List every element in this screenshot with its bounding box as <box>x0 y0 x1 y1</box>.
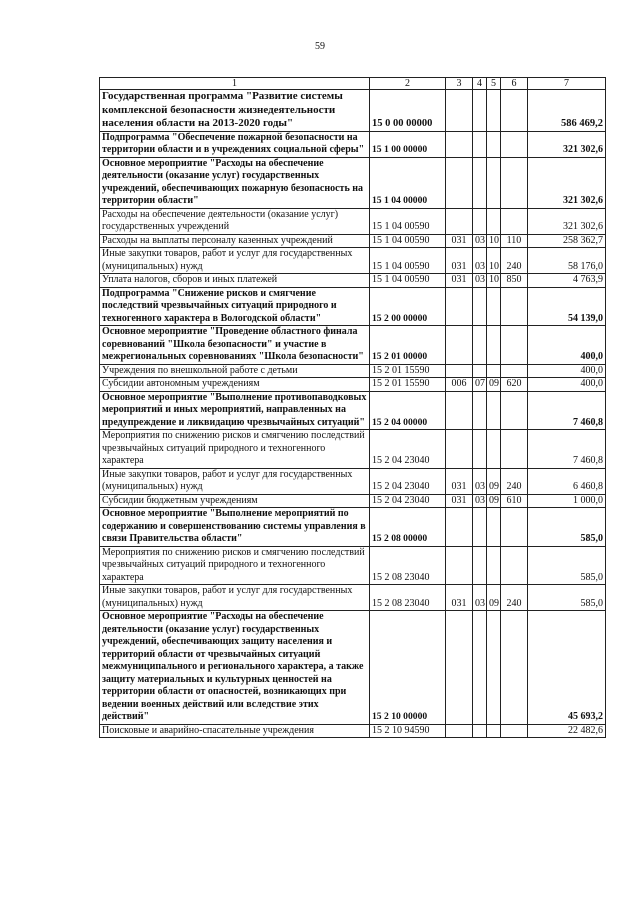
row-section <box>473 287 487 326</box>
row-code: 15 2 10 00000 <box>370 611 446 725</box>
row-ministry <box>446 508 473 547</box>
header-row <box>100 78 606 90</box>
row-expense-type <box>501 326 528 365</box>
table-row <box>100 611 606 725</box>
row-ministry <box>446 724 473 738</box>
row-code: 15 2 04 23040 <box>370 468 446 494</box>
row-name: Мероприятия по снижению рисков и смягчению последствий чрезвычайных ситуаций природного и техногенного характера <box>100 546 370 585</box>
row-section: 07 <box>473 378 487 392</box>
row-amount: 6 460,8 <box>528 468 606 494</box>
row-expense-type: 110 <box>501 234 528 248</box>
row-ministry: 031 <box>446 494 473 508</box>
table-row <box>100 546 606 585</box>
row-name: Иные закупки товаров, работ и услуг для государственных (муниципальных) нужд <box>100 585 370 611</box>
row-expense-type <box>501 508 528 547</box>
row-ministry <box>446 326 473 365</box>
row-code: 15 2 01 00000 <box>370 326 446 365</box>
row-amount: 22 482,6 <box>528 724 606 738</box>
row-expense-type: 620 <box>501 378 528 392</box>
row-subsection: 09 <box>487 378 501 392</box>
row-section: 03 <box>473 494 487 508</box>
row-name: Расходы на обеспечение деятельности (оказание услуг) государственных учреждений <box>100 208 370 234</box>
row-name: Поисковые и аварийно-спасательные учреждения <box>100 724 370 738</box>
row-subsection <box>487 157 501 208</box>
header-cell-name: 1 <box>100 78 370 90</box>
row-code: 15 2 01 15590 <box>370 364 446 378</box>
table-row <box>100 287 606 326</box>
row-subsection <box>487 326 501 365</box>
row-subsection <box>487 508 501 547</box>
row-expense-type: 610 <box>501 494 528 508</box>
table-row <box>100 585 606 611</box>
table-row <box>100 274 606 288</box>
header-cell-section: 4 <box>473 78 487 90</box>
row-code: 15 2 10 94590 <box>370 724 446 738</box>
row-section <box>473 611 487 725</box>
row-expense-type <box>501 90 528 132</box>
row-name: Субсидии автономным учреждениям <box>100 378 370 392</box>
row-ministry <box>446 391 473 430</box>
row-name: Основное мероприятие "Расходы на обеспечение деятельности (оказание услуг) государственных учреждений, обеспечивающих защиту населения и территорий области от чрезвычайных ситуаций межмуниципального и регионального характера, а также защиту материальных и культурных ценностей на территории области от опасностей, возникающих при ведении военных действий или вследствие этих действий" <box>100 611 370 725</box>
row-expense-type <box>501 611 528 725</box>
row-expense-type <box>501 208 528 234</box>
row-ministry: 031 <box>446 274 473 288</box>
row-amount: 7 460,8 <box>528 430 606 469</box>
row-amount: 400,0 <box>528 378 606 392</box>
row-ministry: 031 <box>446 248 473 274</box>
row-name: Подпрограмма "Обеспечение пожарной безопасности на территории области и в учреждениях социальной сферы" <box>100 131 370 157</box>
table-row <box>100 326 606 365</box>
row-section: 03 <box>473 468 487 494</box>
row-section <box>473 90 487 132</box>
row-code: 15 1 04 00000 <box>370 157 446 208</box>
row-ministry: 031 <box>446 234 473 248</box>
row-section <box>473 131 487 157</box>
row-name: Подпрограмма "Снижение рисков и смягчение последствий чрезвычайных ситуаций природного и техногенного характера в Вологодской области" <box>100 287 370 326</box>
row-name: Мероприятия по снижению рисков и смягчению последствий чрезвычайных ситуаций природного и техногенного характера <box>100 430 370 469</box>
row-ministry <box>446 364 473 378</box>
row-subsection <box>487 131 501 157</box>
row-ministry <box>446 131 473 157</box>
row-code: 15 2 00 00000 <box>370 287 446 326</box>
row-name: Основное мероприятие "Выполнение мероприятий по содержанию и совершенствованию системы управления в связи Правительства области" <box>100 508 370 547</box>
row-amount: 400,0 <box>528 326 606 365</box>
row-code: 15 1 00 00000 <box>370 131 446 157</box>
row-subsection: 09 <box>487 585 501 611</box>
row-section <box>473 208 487 234</box>
row-subsection <box>487 546 501 585</box>
table-row <box>100 378 606 392</box>
row-code: 15 2 04 23040 <box>370 430 446 469</box>
table-row <box>100 90 606 132</box>
row-subsection <box>487 287 501 326</box>
row-ministry <box>446 546 473 585</box>
row-amount: 54 139,0 <box>528 287 606 326</box>
table-row <box>100 494 606 508</box>
row-section: 03 <box>473 234 487 248</box>
row-expense-type <box>501 546 528 585</box>
row-ministry: 031 <box>446 468 473 494</box>
row-code: 15 1 04 00590 <box>370 248 446 274</box>
row-expense-type <box>501 131 528 157</box>
table-row <box>100 248 606 274</box>
row-expense-type <box>501 157 528 208</box>
row-section: 03 <box>473 248 487 274</box>
row-section: 03 <box>473 585 487 611</box>
row-amount: 321 302,6 <box>528 208 606 234</box>
row-section <box>473 724 487 738</box>
row-subsection <box>487 208 501 234</box>
row-section <box>473 508 487 547</box>
page-number: 59 <box>315 41 325 52</box>
row-code: 15 1 04 00590 <box>370 274 446 288</box>
row-amount: 7 460,8 <box>528 391 606 430</box>
row-name: Иные закупки товаров, работ и услуг для государственных (муниципальных) нужд <box>100 248 370 274</box>
row-section <box>473 546 487 585</box>
row-name: Государственная программа "Развитие системы комплексной безопасности жизнедеятельности населения области на 2013-2020 годы" <box>100 90 370 132</box>
row-amount: 321 302,6 <box>528 157 606 208</box>
row-expense-type: 240 <box>501 585 528 611</box>
row-name: Расходы на выплаты персоналу казенных учреждений <box>100 234 370 248</box>
row-ministry <box>446 430 473 469</box>
row-amount: 45 693,2 <box>528 611 606 725</box>
header-cell-ministry: 3 <box>446 78 473 90</box>
row-amount: 585,0 <box>528 508 606 547</box>
row-subsection <box>487 724 501 738</box>
row-section <box>473 430 487 469</box>
row-name: Основное мероприятие "Расходы на обеспечение деятельности (оказание услуг) государственных учреждений, обеспечивающих пожарную безопасность на территории области" <box>100 157 370 208</box>
row-code: 15 2 08 23040 <box>370 585 446 611</box>
row-section: 03 <box>473 274 487 288</box>
row-expense-type: 240 <box>501 468 528 494</box>
row-name: Иные закупки товаров, работ и услуг для государственных (муниципальных) нужд <box>100 468 370 494</box>
row-code: 15 1 04 00590 <box>370 208 446 234</box>
row-amount: 400,0 <box>528 364 606 378</box>
row-subsection <box>487 391 501 430</box>
table-row <box>100 391 606 430</box>
row-name: Основное мероприятие "Проведение областного финала соревнований "Школа безопасности" и участие в межрегиональных соревнованиях "Школа безопасности" <box>100 326 370 365</box>
table-row <box>100 157 606 208</box>
row-expense-type: 240 <box>501 248 528 274</box>
row-expense-type <box>501 430 528 469</box>
row-ministry <box>446 208 473 234</box>
row-subsection <box>487 430 501 469</box>
table-row <box>100 208 606 234</box>
table-row <box>100 234 606 248</box>
header-cell-subsection: 5 <box>487 78 501 90</box>
row-section <box>473 391 487 430</box>
row-ministry: 031 <box>446 585 473 611</box>
row-amount: 585,0 <box>528 546 606 585</box>
row-name: Уплата налогов, сборов и иных платежей <box>100 274 370 288</box>
row-amount: 4 763,9 <box>528 274 606 288</box>
row-code: 15 1 04 00590 <box>370 234 446 248</box>
row-name: Учреждения по внешкольной работе с детьми <box>100 364 370 378</box>
row-subsection: 09 <box>487 468 501 494</box>
row-expense-type: 850 <box>501 274 528 288</box>
table-row <box>100 430 606 469</box>
row-section <box>473 157 487 208</box>
row-code: 15 0 00 00000 <box>370 90 446 132</box>
table-row <box>100 131 606 157</box>
row-expense-type <box>501 364 528 378</box>
row-name: Субсидии бюджетным учреждениям <box>100 494 370 508</box>
row-ministry <box>446 90 473 132</box>
row-expense-type <box>501 391 528 430</box>
row-name: Основное мероприятие "Выполнение противопаводковых мероприятий и иных мероприятий, направленных на предупреждение и ликвидацию чрезвычайных ситуаций" <box>100 391 370 430</box>
row-code: 15 2 08 00000 <box>370 508 446 547</box>
row-subsection: 10 <box>487 274 501 288</box>
table-row <box>100 364 606 378</box>
row-amount: 586 469,2 <box>528 90 606 132</box>
row-expense-type <box>501 287 528 326</box>
row-code: 15 2 04 00000 <box>370 391 446 430</box>
table-row <box>100 468 606 494</box>
row-subsection <box>487 611 501 725</box>
budget-table <box>99 77 606 738</box>
row-amount: 585,0 <box>528 585 606 611</box>
row-ministry: 006 <box>446 378 473 392</box>
row-subsection <box>487 90 501 132</box>
row-amount: 321 302,6 <box>528 131 606 157</box>
row-code: 15 2 01 15590 <box>370 378 446 392</box>
row-subsection: 09 <box>487 494 501 508</box>
row-section <box>473 364 487 378</box>
table-row <box>100 508 606 547</box>
row-amount: 258 362,7 <box>528 234 606 248</box>
row-code: 15 2 08 23040 <box>370 546 446 585</box>
header-cell-amount: 7 <box>528 78 606 90</box>
row-subsection: 10 <box>487 234 501 248</box>
row-ministry <box>446 287 473 326</box>
row-ministry <box>446 611 473 725</box>
row-expense-type <box>501 724 528 738</box>
row-code: 15 2 04 23040 <box>370 494 446 508</box>
row-subsection: 10 <box>487 248 501 274</box>
table-row <box>100 724 606 738</box>
header-cell-expense-type: 6 <box>501 78 528 90</box>
row-ministry <box>446 157 473 208</box>
row-subsection <box>487 364 501 378</box>
row-section <box>473 326 487 365</box>
row-amount: 1 000,0 <box>528 494 606 508</box>
header-cell-code: 2 <box>370 78 446 90</box>
row-amount: 58 176,0 <box>528 248 606 274</box>
